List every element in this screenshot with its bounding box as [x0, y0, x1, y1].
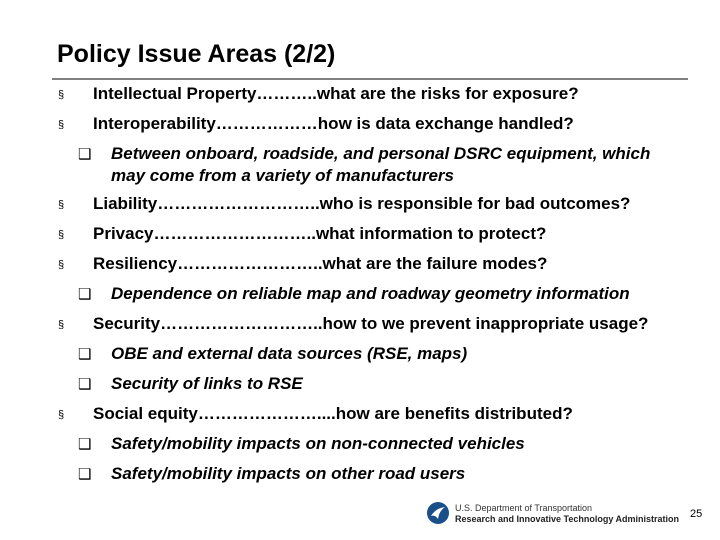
- bullet-marker: §: [58, 89, 65, 101]
- dot-seal-icon: [427, 502, 449, 524]
- title-divider: [52, 78, 688, 80]
- bullet-marker: §: [58, 409, 65, 421]
- subbullet-marker: ❑: [78, 376, 92, 393]
- bullet-social-equity: Social equity…………………....how are benefits distributed?: [93, 404, 573, 423]
- bullet-marker: §: [58, 259, 65, 271]
- subbullet-marker: ❑: [78, 286, 92, 303]
- subbullet-marker: ❑: [78, 436, 92, 453]
- bullet-security: Security………………………..how to we prevent inappropriate usage?: [93, 314, 649, 333]
- administration-name: Research and Innovative Technology Administration: [455, 514, 680, 524]
- subbullet-rse-links: Security of links to RSE: [111, 374, 303, 393]
- subbullet-dsrc-equipment: Between onboard, roadside, and personal DSRC equipment, which may come from a variety of manufacturers: [111, 144, 651, 185]
- page-number: 25: [690, 508, 703, 520]
- subbullet-obe-sources: OBE and external data sources (RSE, maps): [111, 344, 468, 363]
- bullet-interoperability: Interoperability………………how is data exchange handled?: [93, 114, 574, 133]
- footer: [427, 500, 717, 530]
- bullet-liability: Liability………………………..who is responsible for bad outcomes?: [93, 194, 631, 213]
- bullet-intellectual-property: Intellectual Property………..what are the risks for exposure?: [93, 84, 579, 103]
- bullet-marker: §: [58, 319, 65, 331]
- bullet-resiliency: Resiliency……………………..what are the failure modes?: [93, 254, 548, 273]
- subbullet-marker: ❑: [78, 466, 92, 483]
- bullet-marker: §: [58, 229, 65, 241]
- bullet-marker: §: [58, 119, 65, 131]
- bullet-marker: §: [58, 199, 65, 211]
- subbullet-map-dependence: Dependence on reliable map and roadway geometry information: [111, 284, 630, 303]
- subbullet-marker: ❑: [78, 146, 92, 163]
- subbullet-other-road-users: Safety/mobility impacts on other road users: [111, 464, 466, 483]
- subbullet-marker: ❑: [78, 346, 92, 363]
- slide-title: Policy Issue Areas (2/2): [57, 40, 336, 68]
- subbullet-non-connected: Safety/mobility impacts on non-connected vehicles: [111, 434, 525, 453]
- department-name: U.S. Department of Transportation: [455, 503, 593, 513]
- bullet-privacy: Privacy………………………..what information to protect?: [93, 224, 547, 243]
